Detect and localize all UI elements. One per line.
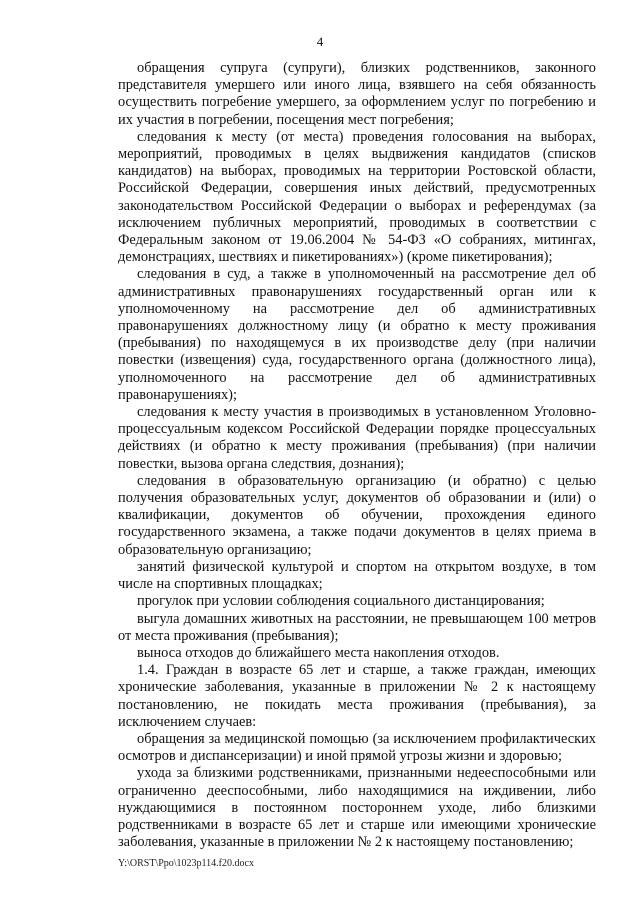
paragraph-education: следования в образовательную организацию (и обратно) с целью получения образовательных услуг, документов об образовании и (или) о квалификации, документов об обучении, прохождения единого государственного экзамена, а также подачи документов в целях приема в образовательную организацию; — [118, 472, 596, 558]
paragraph-waste: выноса отходов до ближайшего места накопления отходов. — [137, 644, 500, 661]
paragraph-court: следования в суд, а также в уполномоченный на рассмотрение дел об административных правонарушениях государственный орган или к уполномоченному на рассмотрение дел об административных правонарушениях должностному лицу (и обратно к месту проживания (пребывания) по находящемуся в их производстве делу (при наличии повестки (извещения) суда, государственного органа (должностного лица), уполномоченного на рассмотрение дел об административных правонарушениях); — [118, 266, 596, 403]
paragraph-care-relatives: ухода за близкими родственниками, признанными недееспособными или ограниченно дееспособными, либо находящимися на иждивении, либо нуждающимися в постоянном постороннем уходе, либо близкими родственниками в возрасте 65 лет и старше или имеющими хронические заболевания, указанные в приложении № 2 к настоящему постановлению; — [118, 765, 596, 851]
paragraph-section-1-4: 1.4. Граждан в возрасте 65 лет и старше, а также граждан, имеющих хронические заболевания, указанные в приложении № 2 к настоящему постановлению, не покидать места проживания (пребывания), за исключением случаев: — [118, 662, 596, 730]
page-number: 4 — [316, 34, 324, 49]
paragraph-medical: обращения за медицинской помощью (за исключением профилактических осмотров и диспансеризации) и иной прямой угрозы жизни и здоровью; — [118, 730, 596, 765]
paragraph-walks: прогулок при условии соблюдения социального дистанцирования; — [137, 593, 545, 610]
paragraph-funeral: обращения супруга (супруги), близких родственников, законного представителя умершего или иного лица, взявшего на себя обязанность осуществить погребение умершего, за оформлением услуг по погребению и их участия в погребении, посещения мест погребения; — [118, 60, 596, 128]
paragraph-sports: занятий физической культурой и спортом на открытом воздухе, в том числе на спортивных площадках; — [118, 558, 596, 593]
paragraph-pets: выгула домашних животных на расстоянии, не превышающем 100 метров от места проживания (пребывания); — [118, 610, 596, 644]
footer-file-path: Y:\ORST\Ppo\1023p114.f20.docx — [118, 858, 254, 869]
paragraph-procedural-actions: следования к месту участия в производимых в установленном Уголовно-процессуальным кодексом Российской Федерации порядке процессуальных действиях (и обратно к месту проживания (пребывания) (при наличии повестки, вызова органа следствия, дознания); — [118, 404, 596, 472]
paragraph-elections: следования к месту (от места) проведения голосования на выборах, мероприятий, проводимых в целях выдвижения кандидатов (списков кандидатов) на выборах, проводимых на территории Ростовской области, Российской Федерации, совершения иных действий, предусмотренных законодательством Российской Федерации о выборах и референдумах (за исключением публичных мероприятий, проводимых в соответствии с Федеральным законом от 19.06.2004 № 54-ФЗ «О собраниях, митингах, демонстрациях, шествиях и пикетированиях») (кроме пикетирования); — [118, 128, 596, 266]
document-body — [118, 60, 596, 851]
